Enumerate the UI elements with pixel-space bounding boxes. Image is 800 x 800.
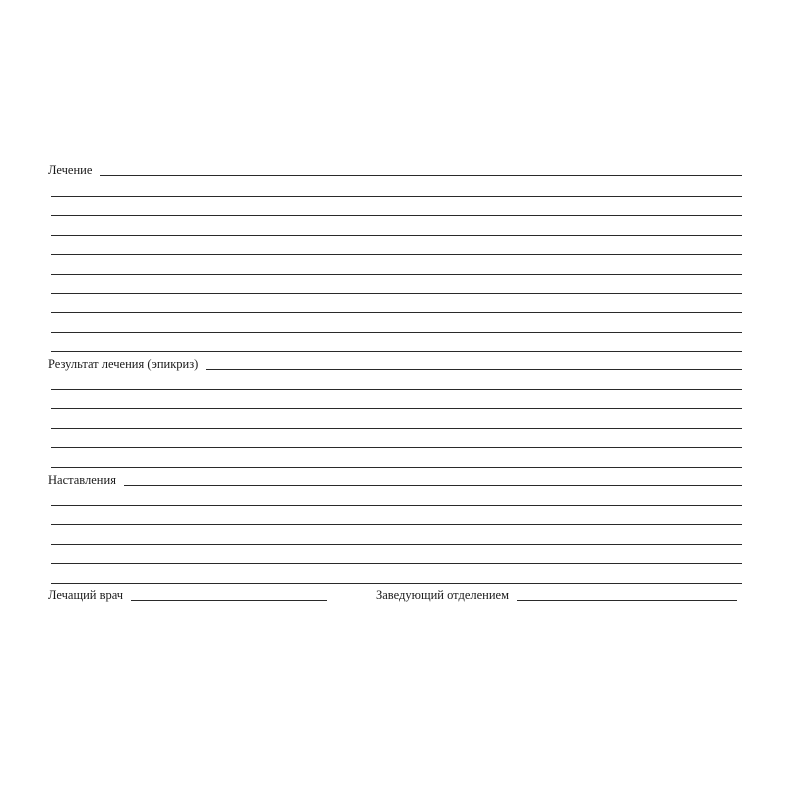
head-signature: [376, 583, 742, 603]
treatment-blank-line[interactable]: [51, 196, 742, 197]
treatment-blank-line[interactable]: [51, 312, 742, 313]
instructions-blank-line[interactable]: [51, 544, 742, 545]
instructions-blank-line[interactable]: [51, 563, 742, 564]
attending-signature: [48, 583, 332, 603]
attending-doctor-label: Лечащий врач: [48, 588, 124, 602]
signature-row: [48, 583, 742, 603]
instructions-blank-line[interactable]: [51, 524, 742, 525]
result-blank-line[interactable]: [51, 447, 742, 448]
treatment-blank-line[interactable]: [51, 215, 742, 216]
result-blank-line[interactable]: [51, 428, 742, 429]
department-head-field[interactable]: [517, 600, 737, 601]
treatment-blank-line[interactable]: [51, 235, 742, 236]
treatment-blank-line[interactable]: [51, 332, 742, 333]
treatment-blank-line[interactable]: [51, 274, 742, 275]
treatment-blank-line[interactable]: [51, 254, 742, 255]
result-label: Результат лечения (эпикриз): [48, 357, 199, 371]
instructions-field[interactable]: [124, 485, 742, 486]
instructions-row: [48, 468, 742, 488]
treatment-blank-line[interactable]: [51, 293, 742, 294]
treatment-label: Лечение: [48, 163, 93, 177]
result-field[interactable]: [206, 369, 742, 370]
result-blank-line[interactable]: [51, 389, 742, 390]
result-blank-line[interactable]: [51, 408, 742, 409]
treatment-field[interactable]: [100, 175, 742, 176]
instructions-blank-line[interactable]: [51, 505, 742, 506]
instructions-label: Наставления: [48, 473, 116, 487]
department-head-label: Заведующий отделением: [376, 588, 510, 602]
attending-doctor-field[interactable]: [131, 600, 327, 601]
treatment-row: [48, 158, 742, 178]
result-row: [48, 352, 742, 372]
